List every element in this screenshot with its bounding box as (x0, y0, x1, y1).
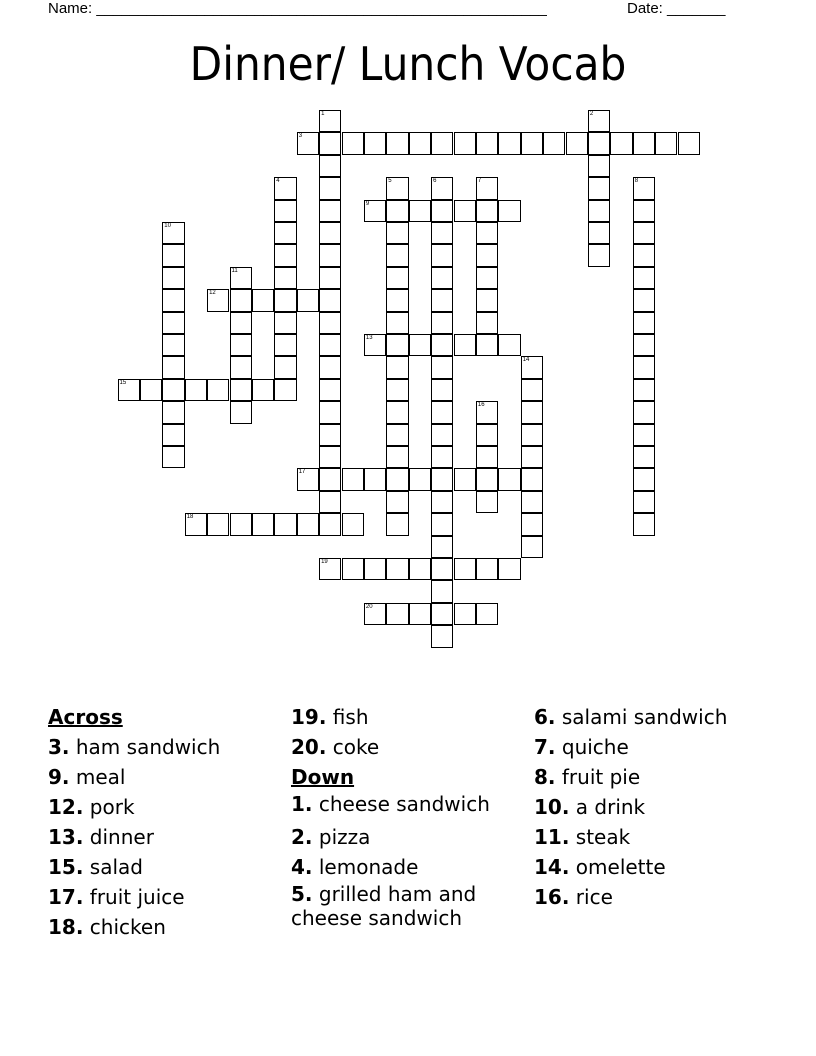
cell-number: 4 (276, 178, 280, 185)
crossword-cell[interactable] (364, 200, 386, 222)
crossword-cell[interactable] (633, 244, 655, 266)
crossword-cell[interactable] (476, 244, 498, 266)
crossword-cell[interactable] (409, 200, 431, 222)
crossword-cell[interactable] (319, 177, 341, 199)
crossword-cell[interactable] (230, 267, 252, 289)
crossword-cell[interactable] (252, 289, 274, 311)
crossword-cell[interactable] (498, 558, 520, 580)
clue-down-2 (291, 822, 521, 852)
crossword-cell[interactable] (230, 312, 252, 334)
cell-number: 18 (186, 514, 194, 521)
crossword-cell[interactable] (476, 558, 498, 580)
clue-number: 1. (291, 792, 313, 816)
crossword-cell[interactable] (431, 289, 453, 311)
clue-down-7 (534, 732, 764, 762)
crossword-cell[interactable] (319, 244, 341, 266)
crossword-cell[interactable] (297, 468, 319, 490)
crossword-cell[interactable] (476, 468, 498, 490)
crossword-cell[interactable] (498, 132, 520, 154)
cell-number: 13 (365, 335, 373, 341)
crossword-cell[interactable] (162, 222, 184, 244)
clue-text: fish (332, 705, 369, 729)
cell-number: 1 (321, 111, 325, 117)
clue-down-10 (534, 792, 764, 822)
clue-text: steak (575, 825, 631, 849)
crossword-cell[interactable] (633, 222, 655, 244)
crossword-cell[interactable] (431, 580, 453, 602)
clue-number: 10. (534, 795, 570, 819)
crossword-cell[interactable] (207, 379, 229, 401)
crossword-cell[interactable] (588, 132, 610, 154)
crossword-cell[interactable] (588, 110, 610, 132)
clue-text: pizza (318, 825, 371, 849)
crossword-cell[interactable] (319, 401, 341, 423)
clue-text: salad (89, 855, 143, 879)
cell-number: 17 (298, 469, 306, 476)
clue-across-20 (291, 732, 521, 762)
cell-number: 3 (298, 133, 303, 140)
crossword-cell[interactable] (633, 491, 655, 513)
crossword-cell[interactable] (431, 558, 453, 580)
crossword-cell[interactable] (431, 625, 453, 647)
clue-text: salami sandwich (561, 705, 728, 729)
cell-number: 19 (321, 559, 328, 565)
crossword-cell[interactable] (319, 379, 341, 401)
crossword-cell[interactable] (162, 312, 184, 334)
crossword-cell[interactable] (162, 424, 184, 446)
crossword-cell[interactable] (431, 356, 453, 378)
cell-number: 5 (388, 178, 392, 185)
crossword-cell[interactable] (274, 513, 296, 535)
crossword-cell[interactable] (588, 200, 610, 222)
across-heading: Across (48, 705, 123, 729)
clue-text: meal (75, 765, 126, 789)
clue-text: fruit pie (561, 765, 641, 789)
crossword-cell[interactable] (386, 558, 408, 580)
crossword-cell[interactable] (297, 513, 319, 535)
crossword-cell[interactable] (521, 468, 543, 490)
crossword-cell[interactable] (566, 132, 588, 154)
crossword-cell[interactable] (610, 132, 632, 154)
crossword-cell[interactable] (476, 401, 498, 423)
crossword-cell[interactable] (633, 379, 655, 401)
crossword-cell[interactable] (207, 513, 229, 535)
clue-number: 20. (291, 735, 327, 759)
crossword-cell[interactable] (386, 491, 408, 513)
crossword-cell[interactable] (364, 558, 386, 580)
crossword-cell[interactable] (431, 379, 453, 401)
crossword-cell[interactable] (386, 334, 408, 356)
crossword-cell[interactable] (633, 267, 655, 289)
clue-number: 9. (48, 765, 70, 789)
clue-down-16 (534, 882, 764, 912)
crossword-cell[interactable] (431, 200, 453, 222)
crossword-cell[interactable] (386, 424, 408, 446)
clue-text: grilled ham and cheese sandwich (291, 882, 477, 930)
crossword-cell[interactable] (431, 267, 453, 289)
crossword-cell[interactable] (678, 132, 700, 154)
clue-text: lemonade (318, 855, 419, 879)
clue-across-12 (48, 792, 278, 822)
clue-text: pork (89, 795, 135, 819)
crossword-cell[interactable] (319, 424, 341, 446)
crossword-cell[interactable] (633, 334, 655, 356)
crossword-cell[interactable] (498, 200, 520, 222)
crossword-cell[interactable] (230, 289, 252, 311)
cell-number: 20 (365, 603, 373, 610)
crossword-cell[interactable] (476, 424, 498, 446)
crossword-cell[interactable] (431, 312, 453, 334)
clue-number: 6. (534, 705, 556, 729)
crossword-cell[interactable] (498, 334, 520, 356)
crossword-cell[interactable] (162, 356, 184, 378)
crossword-cell[interactable] (588, 155, 610, 177)
crossword-cell[interactable] (319, 334, 341, 356)
clue-number: 12. (48, 795, 84, 819)
crossword-cell[interactable] (588, 222, 610, 244)
crossword-cell[interactable] (386, 513, 408, 535)
crossword-cell[interactable] (230, 334, 252, 356)
crossword-cell[interactable] (319, 132, 341, 154)
crossword-cell[interactable] (431, 491, 453, 513)
crossword-cell[interactable] (386, 244, 408, 266)
clue-text: rice (575, 885, 613, 909)
clue-text: quiche (561, 735, 629, 759)
clue-number: 5. (291, 882, 313, 906)
clue-number: 17. (48, 885, 84, 909)
clue-across-9 (48, 762, 278, 792)
cell-number: 7 (477, 178, 482, 185)
crossword-cell[interactable] (409, 603, 431, 625)
crossword-cell[interactable] (274, 379, 296, 401)
crossword-cell[interactable] (207, 289, 229, 311)
crossword-cell[interactable] (319, 446, 341, 468)
name-field-label: Name: ______________________________________________________ (48, 0, 547, 17)
crossword-cell[interactable] (543, 132, 565, 154)
crossword-cell[interactable] (274, 244, 296, 266)
crossword-cell[interactable] (521, 401, 543, 423)
clue-number: 13. (48, 825, 84, 849)
crossword-cell[interactable] (476, 177, 498, 199)
crossword-cell[interactable] (476, 334, 498, 356)
crossword-cell[interactable] (521, 132, 543, 154)
clue-number: 7. (534, 735, 556, 759)
crossword-cell[interactable] (454, 558, 476, 580)
crossword-cell[interactable] (521, 424, 543, 446)
clue-number: 2. (291, 825, 313, 849)
crossword-cell[interactable] (476, 222, 498, 244)
clues-column-1 (48, 702, 278, 942)
clue-text: fruit juice (89, 885, 185, 909)
crossword-cell[interactable] (140, 379, 162, 401)
crossword-cell[interactable] (252, 513, 274, 535)
crossword-cell[interactable] (521, 491, 543, 513)
crossword-cell[interactable] (633, 513, 655, 535)
crossword-cell[interactable] (633, 289, 655, 311)
crossword-cell[interactable] (185, 513, 207, 535)
crossword-cell[interactable] (386, 401, 408, 423)
crossword-cell[interactable] (274, 177, 296, 199)
crossword-cell[interactable] (633, 356, 655, 378)
crossword-cell[interactable] (454, 468, 476, 490)
crossword-cell[interactable] (319, 491, 341, 513)
cell-number: 10 (164, 223, 171, 229)
crossword-cell[interactable] (386, 468, 408, 490)
crossword-cell[interactable] (409, 468, 431, 490)
crossword-cell[interactable] (454, 603, 476, 625)
crossword-cell[interactable] (118, 379, 140, 401)
crossword-cell[interactable] (162, 334, 184, 356)
crossword-cell[interactable] (364, 603, 386, 625)
crossword-cell[interactable] (319, 200, 341, 222)
crossword-cell[interactable] (342, 513, 364, 535)
crossword-cell[interactable] (162, 401, 184, 423)
crossword-cell[interactable] (431, 424, 453, 446)
crossword-cell[interactable] (230, 356, 252, 378)
crossword-cell[interactable] (431, 468, 453, 490)
down-heading: Down (291, 765, 355, 789)
clue-text: chicken (89, 915, 166, 939)
crossword-cell[interactable] (476, 289, 498, 311)
crossword-cell[interactable] (431, 132, 453, 154)
crossword-cell[interactable] (498, 468, 520, 490)
clue-across-15 (48, 852, 278, 882)
crossword-cell[interactable] (386, 379, 408, 401)
crossword-cell[interactable] (633, 200, 655, 222)
page-title: Dinner/ Lunch Vocab (189, 37, 627, 91)
crossword-cell[interactable] (364, 334, 386, 356)
crossword-cell[interactable] (431, 513, 453, 535)
crossword-cell[interactable] (162, 244, 184, 266)
crossword-cell[interactable] (386, 177, 408, 199)
crossword-cell[interactable] (476, 491, 498, 513)
clue-number: 18. (48, 915, 84, 939)
crossword-cell[interactable] (319, 356, 341, 378)
crossword-cell[interactable] (633, 401, 655, 423)
cell-number: 9 (365, 200, 370, 207)
crossword-cell[interactable] (431, 446, 453, 468)
crossword-cell[interactable] (521, 379, 543, 401)
crossword-cell[interactable] (386, 267, 408, 289)
crossword-cell[interactable] (476, 312, 498, 334)
crossword-cell[interactable] (633, 446, 655, 468)
cell-number: 11 (231, 267, 238, 274)
crossword-cell[interactable] (230, 379, 252, 401)
clue-text: dinner (89, 825, 154, 849)
clue-down-4 (291, 852, 521, 882)
crossword-cell[interactable] (230, 513, 252, 535)
clue-number: 8. (534, 765, 556, 789)
crossword-cell[interactable] (297, 132, 319, 154)
crossword-cell[interactable] (162, 446, 184, 468)
date-field-label: Date: _______ (627, 0, 726, 17)
crossword-cell[interactable] (476, 267, 498, 289)
clue-down-6 (534, 702, 764, 732)
crossword-cell[interactable] (162, 379, 184, 401)
clue-number: 14. (534, 855, 570, 879)
crossword-cell[interactable] (162, 267, 184, 289)
clue-number: 15. (48, 855, 84, 879)
crossword-cell[interactable] (633, 177, 655, 199)
clue-down-1 (291, 792, 491, 822)
crossword-cell[interactable] (386, 289, 408, 311)
crossword-cell[interactable] (476, 200, 498, 222)
crossword-cell[interactable] (274, 222, 296, 244)
crossword-cell[interactable] (342, 468, 364, 490)
clue-number: 19. (291, 705, 327, 729)
crossword-cell[interactable] (454, 200, 476, 222)
clue-down-11 (534, 822, 764, 852)
cell-number: 14 (522, 357, 530, 364)
clue-across-19 (291, 702, 521, 732)
crossword-cell[interactable] (319, 468, 341, 490)
crossword-cell[interactable] (633, 312, 655, 334)
crossword-cell[interactable] (476, 446, 498, 468)
clue-number: 4. (291, 855, 313, 879)
crossword-cell[interactable] (274, 200, 296, 222)
crossword-cell[interactable] (274, 267, 296, 289)
crossword-cell[interactable] (386, 356, 408, 378)
crossword-cell[interactable] (476, 603, 498, 625)
crossword-cell[interactable] (633, 132, 655, 154)
clue-down-5 (291, 882, 506, 936)
crossword-cell[interactable] (633, 468, 655, 490)
cell-number: 8 (634, 178, 639, 185)
cell-number: 6 (433, 178, 437, 185)
crossword-cell[interactable] (386, 446, 408, 468)
crossword-cell[interactable] (655, 132, 677, 154)
crossword-cell[interactable] (319, 155, 341, 177)
clue-down-14 (534, 852, 764, 882)
clues-column-3 (534, 702, 764, 912)
crossword-cell[interactable] (274, 312, 296, 334)
crossword-cell[interactable] (521, 513, 543, 535)
crossword-cell[interactable] (521, 536, 543, 558)
crossword-cell[interactable] (319, 289, 341, 311)
crossword-cell[interactable] (588, 244, 610, 266)
crossword-cell[interactable] (409, 132, 431, 154)
crossword-cell[interactable] (431, 244, 453, 266)
crossword-cell[interactable] (274, 356, 296, 378)
clue-text: omelette (575, 855, 666, 879)
crossword-cell[interactable] (409, 334, 431, 356)
crossword-cell[interactable] (319, 267, 341, 289)
cell-number: 2 (589, 111, 594, 117)
cell-number: 15 (119, 379, 127, 386)
crossword-cell[interactable] (476, 132, 498, 154)
crossword-cell[interactable] (364, 468, 386, 490)
crossword-cell[interactable] (342, 558, 364, 580)
crossword-cell[interactable] (364, 132, 386, 154)
crossword-cell[interactable] (185, 379, 207, 401)
crossword-cell[interactable] (319, 312, 341, 334)
crossword-cell[interactable] (274, 334, 296, 356)
clue-text: coke (332, 735, 380, 759)
crossword-cell[interactable] (386, 200, 408, 222)
crossword-cell[interactable] (409, 558, 431, 580)
clue-number: 3. (48, 735, 70, 759)
clue-text: ham sandwich (75, 735, 221, 759)
crossword-cell[interactable] (431, 177, 453, 199)
crossword-cell[interactable] (521, 446, 543, 468)
clue-number: 11. (534, 825, 570, 849)
crossword-cell[interactable] (521, 356, 543, 378)
crossword-cell[interactable] (454, 334, 476, 356)
crossword-cell[interactable] (386, 312, 408, 334)
crossword-cell[interactable] (386, 222, 408, 244)
clue-down-8 (534, 762, 764, 792)
crossword-cell[interactable] (633, 424, 655, 446)
crossword-cell[interactable] (431, 603, 453, 625)
clue-across-17 (48, 882, 278, 912)
crossword-cell[interactable] (274, 289, 296, 311)
crossword-cell[interactable] (162, 289, 184, 311)
crossword-cell[interactable] (386, 132, 408, 154)
crossword-cell[interactable] (431, 401, 453, 423)
cell-number: 12 (209, 290, 216, 297)
clue-number: 16. (534, 885, 570, 909)
crossword-cell[interactable] (342, 132, 364, 154)
crossword-cell[interactable] (319, 110, 341, 132)
clue-across-18 (48, 912, 278, 942)
crossword-cell[interactable] (386, 603, 408, 625)
clue-text: cheese sandwich (318, 792, 490, 816)
crossword-cell[interactable] (319, 222, 341, 244)
crossword-cell[interactable] (454, 132, 476, 154)
crossword-cell[interactable] (319, 558, 341, 580)
clue-across-3 (48, 732, 278, 762)
crossword-cell[interactable] (431, 334, 453, 356)
clue-text: a drink (575, 795, 646, 819)
crossword-cell[interactable] (230, 401, 252, 423)
crossword-cell[interactable] (588, 177, 610, 199)
crossword-cell[interactable] (297, 289, 319, 311)
crossword-cell[interactable] (319, 513, 341, 535)
crossword-cell[interactable] (431, 536, 453, 558)
clues-column-2 (291, 702, 521, 936)
crossword-cell[interactable] (252, 379, 274, 401)
clue-across-13 (48, 822, 278, 852)
crossword-cell[interactable] (431, 222, 453, 244)
cell-number: 16 (477, 402, 485, 409)
